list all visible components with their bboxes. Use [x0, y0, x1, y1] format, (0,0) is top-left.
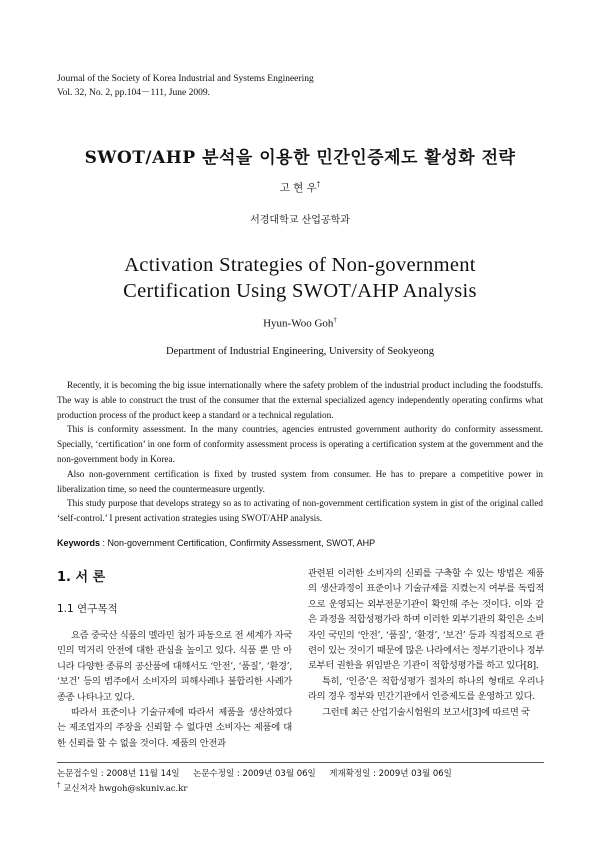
journal-header: [57, 72, 314, 100]
abstract-paragraph: This study purpose that develops strategy so as to activating of non-government certification system in gist of the original called ‘self-control.’ I present activation strategies using SWOT/AHP analysis.: [57, 498, 543, 524]
corresponding-author-email: 교신저자 hwgoh@skuniv.ac.kr: [63, 783, 188, 794]
subsection-heading: 1.1 연구목적: [57, 603, 118, 615]
abstract-paragraph: Recently, it is becoming the big issue internationally where the safety problem of the industrial product including the foodstuffs. The way is able to construct the trust of the consumer that the external specialized agency independently operating confirms what production process of the product keep a standard or a technical regulation.: [57, 380, 543, 420]
body-column-right: [308, 566, 544, 720]
paper-title-korean: SWOT/AHP 분석을 이용한 민간인증제도 활성화 전략: [84, 148, 516, 168]
abstract: [57, 378, 543, 526]
author-english: [0, 316, 600, 330]
body-paragraph: 요즘 중국산 식품의 멜라민 첨가 파동으로 전 세계가 자국민의 먹거리 안전에 대한 관심을 높이고 있다. 식품 뿐 만 아니라 다양한 종류의 공산품에 대해서도 ‘안전’, ‘품질’, ‘환경’, ‘보건’ 등의 범주에서 소비자의 피해사례나 불합리한 사례가 종종 나타나고 있다.: [57, 630, 292, 703]
corresponding-mark: †: [316, 180, 321, 189]
corresponding-mark-footnote: †: [57, 781, 61, 789]
footnote-divider: [57, 762, 544, 763]
body-paragraph: 그런데 최근 산업기술시험원의 보고서[3]에 따르면 국: [322, 706, 530, 718]
section-heading: 1. 서 론: [57, 570, 106, 585]
journal-volume: Vol. 32, No. 2, pp.104－111, June 2009.: [57, 88, 210, 98]
abstract-paragraph: This is conformity assessment. In the many countries, agencies entrusted government authority do conformity assessment. Specially, ‘certification’ in one form of conformity assessment process is operating a certification system at the government and the non-government body in Korea.: [57, 424, 543, 464]
body-column-left: [57, 566, 292, 751]
body-paragraph: 특히, ‘인증’은 적합성평가 절차의 하나의 형태로 우리나라의 경우 정부와 민간기관에서 인증제도를 운영하고 있다.: [308, 675, 544, 703]
body-paragraph: 관련된 이러한 소비자의 신뢰를 구축할 수 있는 방법은 제품의 생산과정이 표준이나 기술규제를 지켰는지 여부를 독립적으로 운영되는 외부전문기관이 확인해 주는 것이다. 이와 같은 과정을 적합성평가라 하며 이러한 외부기관의 확인은 소비자인 국민의 ‘안전’, ‘품질’, ‘환경’, ‘보건’ 등과 직접적으로 관련이 있는 것이기 때문에 많은 나라에서는 정부기관이나 정부로부터 권한을 위임받은 기관이 적합성평가를 하고 있다[8].: [308, 568, 544, 672]
paper-title-english-line1: Activation Strategies of Non-government: [124, 254, 476, 276]
keywords: [57, 538, 375, 548]
journal-name: Journal of the Society of Korea Industrial and Systems Engineering: [57, 74, 314, 84]
corresponding-author-note: [57, 781, 187, 794]
submission-dates: 논문접수일 : 2008년 11월 14일 논문수정일 : 2009년 03월 06일 게재확정일 : 2009년 03월 06일: [57, 769, 452, 779]
affiliation-korean: 서경대학교 산업공학과: [250, 215, 350, 226]
keywords-label: Keywords: [57, 538, 101, 548]
paper-title-english-line2: Certification Using SWOT/AHP Analysis: [123, 280, 477, 302]
body-paragraph: 따라서 표준이나 기술규제에 따라서 제품을 생산하였다는 제조업자의 주장을 신뢰할 수 없다면 소비자는 제품에 대한 신뢰를 할 수 없을 것이다. 제품의 안전과: [57, 707, 292, 749]
author-korean-name: 고 현 우: [279, 182, 317, 194]
keywords-text: : Non-government Certification, Confirmity Assessment, SWOT, AHP: [100, 538, 376, 548]
paper-title-english: [0, 252, 600, 304]
corresponding-mark-en: †: [333, 316, 337, 324]
author-korean: [0, 180, 600, 195]
abstract-paragraph: Also non-government certification is fixed by trusted system from consumer. He has to prepare a competitive power in liberalization time, so need the countermeasure urgently.: [57, 468, 543, 494]
author-english-name: Hyun-Woo Goh: [263, 317, 334, 330]
affiliation-english: Department of Industrial Engineering, University of Seokyeong: [166, 346, 434, 357]
